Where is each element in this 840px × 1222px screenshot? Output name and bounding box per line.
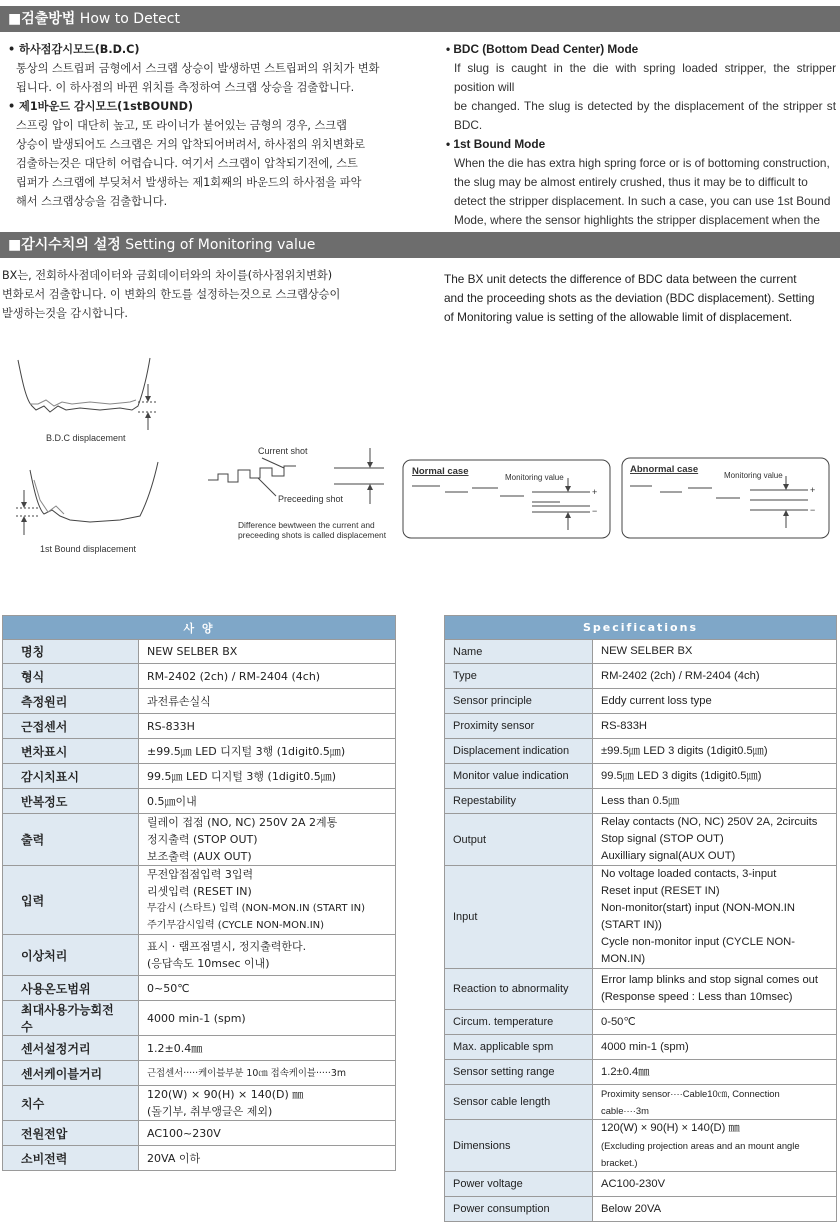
spec-label: Displacement indication xyxy=(445,739,593,764)
table-row xyxy=(445,789,837,814)
spec-label: 반복정도 xyxy=(3,789,139,814)
spec-label: Repestability xyxy=(445,789,593,814)
table-row xyxy=(3,1121,396,1146)
spec-value-line: Non-monitor(start) input (NON-MON.IN (START IN)) xyxy=(601,902,795,931)
spec-value xyxy=(593,664,837,689)
spec-label: Power voltage xyxy=(445,1172,593,1197)
table-row xyxy=(445,689,837,714)
spec-value-line: 99.5㎛ LED 3 digits (1digit0.5㎛) xyxy=(601,769,762,782)
first-bound-waveform xyxy=(16,462,158,535)
spec-value xyxy=(593,1060,837,1085)
spec-value xyxy=(139,935,396,976)
mode-heading: • 제1바운드 감시모드(1stBOUND) xyxy=(8,100,193,113)
spec-label: 명칭 xyxy=(3,640,139,664)
spec-value xyxy=(139,789,396,814)
spec-value xyxy=(593,714,837,739)
spec-value-line: 1.2±0.4㎜ xyxy=(601,1065,650,1078)
table-row xyxy=(445,1120,837,1172)
spec-value-line: (Excluding projection areas and an mount angle bracket.) xyxy=(601,1140,800,1168)
spec-value-line: Below 20VA xyxy=(601,1202,662,1215)
spec-value-line: Less than 0.5㎛ xyxy=(601,794,680,807)
spec-value xyxy=(139,664,396,689)
spec-value xyxy=(593,1035,837,1060)
spec-value-line: 무전압접점입력 3입력 xyxy=(147,868,254,881)
spec-label: 측정원리 xyxy=(3,689,139,714)
spec-value-line: (돌기부, 취부앵글은 제외) xyxy=(147,1105,273,1118)
spec-value xyxy=(593,1197,837,1222)
spec-value-line: Auxilliary signal(AUX OUT) xyxy=(601,850,736,862)
spec-value xyxy=(139,976,396,1001)
spec-value xyxy=(593,1172,837,1197)
spec-label: Circum. temperature xyxy=(445,1010,593,1035)
spec-value xyxy=(139,764,396,789)
spec-value-line: 0~50℃ xyxy=(147,981,190,995)
section-title-kr: 감시수치의 설정 xyxy=(21,237,121,253)
paragraph-line: BX는, 전회하사점데이터와 금회데이터와의 차이를(하사점위치변화) xyxy=(2,269,333,282)
paragraph-line: The BX unit detects the difference of BDC data between the current xyxy=(444,272,797,286)
paragraph-line: 발생하는것을 감시합니다. xyxy=(2,307,128,320)
spec-value xyxy=(139,814,396,866)
table-row xyxy=(445,1085,837,1120)
paragraph-line: 변화로서 검출합니다. 이 변화의 한도를 설정하는것으로 스크랩상승이 xyxy=(2,288,341,301)
spec-label: 사용온도범위 xyxy=(3,976,139,1001)
plus-sign: + xyxy=(810,485,816,495)
section-header-monitoring-value xyxy=(0,232,840,258)
spec-value-line: Error lamp blinks and stop signal comes out xyxy=(601,974,819,986)
table-row xyxy=(3,789,396,814)
table-row xyxy=(3,814,396,866)
spec-table-header: Specifications xyxy=(445,616,837,640)
table-row xyxy=(3,1036,396,1061)
spec-label: 입력 xyxy=(3,866,139,935)
spec-label: Max. applicable spm xyxy=(445,1035,593,1060)
mode-description-line: be changed. The slug is detected by the displacement of the stripper st BDC. xyxy=(454,99,836,132)
mode-heading: • BDC (Bottom Dead Center) Mode xyxy=(446,42,639,56)
spec-value xyxy=(139,714,396,739)
detect-methods-en xyxy=(446,40,836,249)
abnormal-case-lines xyxy=(630,476,808,528)
spec-value xyxy=(139,1061,396,1086)
spec-value xyxy=(593,969,837,1010)
spec-label: Proximity sensor xyxy=(445,714,593,739)
spec-value xyxy=(593,1085,837,1120)
spec-value-line: ±99.5㎛ LED 디지털 3행 (1digit0.5㎛) xyxy=(147,744,346,758)
spec-value xyxy=(139,1036,396,1061)
section-title-en: How to Detect xyxy=(79,11,180,27)
spec-label: 소비전력 xyxy=(3,1146,139,1171)
minus-sign: − xyxy=(592,506,598,516)
spec-value-line: 표시 · 램프점멸시, 정지출력한다. xyxy=(147,940,307,953)
table-row xyxy=(3,739,396,764)
mode-description-line: If slug is caught in the die with spring loaded stripper, the stripper position will xyxy=(454,61,836,94)
spec-value-line: 무감시 (스타트) 입력 (NON-MON.IN (START IN) xyxy=(147,903,365,914)
spec-value-line: 0.5㎛이내 xyxy=(147,794,197,808)
spec-value-line: 보조출력 (AUX OUT) xyxy=(147,850,252,863)
table-row xyxy=(445,1010,837,1035)
mode-heading: • 하사점감시모드(B.D.C) xyxy=(8,43,140,56)
difference-note-line-1: Difference bewtween the current and xyxy=(238,520,375,530)
table-row xyxy=(445,1197,837,1222)
spec-value-line: NEW SELBER BX xyxy=(147,645,238,658)
spec-label: Sensor cable length xyxy=(445,1085,593,1120)
preceding-shot-label: Preceeding shot xyxy=(278,494,344,504)
spec-value xyxy=(593,764,837,789)
spec-value xyxy=(139,1121,396,1146)
table-row xyxy=(3,1001,396,1036)
abnormal-case-title: Abnormal case xyxy=(630,464,699,475)
mode-description-line: 상승이 발생되어도 스크랩은 거의 압착되어버려서, 하사점의 위치변화로 xyxy=(16,138,366,151)
shot-steps xyxy=(208,458,296,496)
table-row xyxy=(3,664,396,689)
spec-value-line: Eddy current loss type xyxy=(601,694,712,707)
normal-case-lines xyxy=(412,478,590,530)
spec-value xyxy=(139,640,396,664)
monitoring-desc-kr xyxy=(2,266,400,323)
spec-label: 형식 xyxy=(3,664,139,689)
spec-value-line: No voltage loaded contacts, 3-input xyxy=(601,868,777,880)
spec-value-line: RS-833H xyxy=(601,719,648,732)
mode-description-line: Mode, where the sensor highlights the stripper displacement when the xyxy=(454,213,820,227)
spec-value-line: 근접센서·····케이블부분 10㎝ 접속케이블·····3m xyxy=(147,1067,346,1079)
spec-label: 치수 xyxy=(3,1086,139,1121)
spec-value-line: 과전류손실식 xyxy=(147,694,211,708)
spec-value xyxy=(593,1120,837,1172)
spec-value-line: ±99.5㎛ LED 3 digits (1digit0.5㎛) xyxy=(601,744,768,757)
spec-value xyxy=(593,739,837,764)
mode-description-line: detect the stripper displacement. In such a case, you can use 1st Bound xyxy=(454,194,831,208)
table-row xyxy=(445,714,837,739)
mode-heading: • 1st Bound Mode xyxy=(446,137,546,151)
bdc-displacement-label: B.D.C displacement xyxy=(46,433,126,443)
monitoring-value-label: Monitoring value xyxy=(724,471,783,480)
mode-description-line: 립퍼가 스크랩에 부딪쳐서 발생하는 제1회째의 바운드의 하사점을 파악 xyxy=(16,176,362,189)
table-row xyxy=(3,714,396,739)
spec-value-line: 120(W) × 90(H) × 140(D) ㎜ xyxy=(147,1088,304,1101)
spec-value xyxy=(139,866,396,935)
table-row xyxy=(3,1146,396,1171)
spec-label: Input xyxy=(445,866,593,969)
square-bullet-icon: ■ xyxy=(8,11,22,27)
table-row xyxy=(3,689,396,714)
table-row xyxy=(445,814,837,866)
spec-label: Reaction to abnormality xyxy=(445,969,593,1010)
spec-value-line: 릴레이 접점 (NO, NC) 250V 2A 2계통 xyxy=(147,816,338,829)
spec-label: Name xyxy=(445,640,593,664)
spec-value xyxy=(139,739,396,764)
spec-value-line: AC100~230V xyxy=(147,1126,221,1140)
spec-value-line: 정지출력 (STOP OUT) xyxy=(147,833,258,846)
spec-label: Dimensions xyxy=(445,1120,593,1172)
spec-value-line: 1.2±0.4㎜ xyxy=(147,1041,203,1055)
spec-label: 전원전압 xyxy=(3,1121,139,1146)
spec-value xyxy=(593,640,837,664)
normal-case-title: Normal case xyxy=(412,466,469,477)
monitoring-value-label: Monitoring value xyxy=(505,473,564,482)
section-title-kr: 검출방법 xyxy=(21,11,76,27)
spec-value-line: 0-50℃ xyxy=(601,1015,636,1028)
spec-table-header: 사 양 xyxy=(3,616,396,640)
spec-value xyxy=(593,814,837,866)
spec-label: Power consumption xyxy=(445,1197,593,1222)
minus-sign: − xyxy=(810,505,816,515)
spec-label: Sensor setting range xyxy=(445,1060,593,1085)
paragraph-line: of Monitoring value is setting of the allowable limit of displacement. xyxy=(444,310,793,324)
table-row xyxy=(3,1086,396,1121)
mode-description-line: 통상의 스트립퍼 금형에서 스크랩 상승이 발생하면 스트립퍼의 위치가 변화 xyxy=(16,62,380,75)
mode-description-line: the slug may be almost entirely crushed, thus it may be to difficult to xyxy=(454,175,808,189)
spec-value-line: Cycle non-monitor input (CYCLE NON-MON.IN) xyxy=(601,936,795,965)
spec-value xyxy=(593,1010,837,1035)
section-header-how-to-detect xyxy=(0,6,840,32)
current-shot-label: Current shot xyxy=(258,446,308,456)
spec-value xyxy=(593,866,837,969)
spec-label: Sensor principle xyxy=(445,689,593,714)
table-row xyxy=(445,866,837,969)
table-row xyxy=(445,640,837,664)
table-row xyxy=(445,764,837,789)
spec-table-kr xyxy=(2,615,396,1171)
spec-value-line: Reset input (RESET IN) xyxy=(601,885,720,897)
spec-label: Output xyxy=(445,814,593,866)
spec-value-line: 4000 min-1 (spm) xyxy=(147,1011,246,1025)
bdc-waveform xyxy=(18,358,158,430)
spec-label: 최대사용가능회전수 xyxy=(3,1001,139,1036)
table-row xyxy=(3,976,396,1001)
table-row xyxy=(445,969,837,1010)
table-row xyxy=(3,640,396,664)
spec-value-line: 20VA 이하 xyxy=(147,1151,201,1165)
table-row xyxy=(3,764,396,789)
plus-sign: + xyxy=(592,487,598,497)
spec-value-line: 4000 min-1 (spm) xyxy=(601,1040,689,1053)
table-row xyxy=(445,1035,837,1060)
spec-value-line: 리셋입력 (RESET IN) xyxy=(147,885,252,898)
table-row xyxy=(445,1172,837,1197)
paragraph-line: and the proceeding shots as the deviation (BDC displacement). Setting xyxy=(444,291,815,305)
first-bound-displacement-label: 1st Bound displacement xyxy=(40,544,137,554)
spec-value xyxy=(593,789,837,814)
mode-description-line: 해서 스크랩상승을 검출합니다. xyxy=(16,195,168,208)
spec-table-en xyxy=(444,615,837,1222)
spec-label: 변차표시 xyxy=(3,739,139,764)
spec-value-line: NEW SELBER BX xyxy=(601,645,693,657)
spec-value-line: RM-2402 (2ch) / RM-2404 (4ch) xyxy=(601,669,760,682)
spec-value xyxy=(593,689,837,714)
table-row xyxy=(3,935,396,976)
spec-label: 센서케이블거리 xyxy=(3,1061,139,1086)
table-row xyxy=(3,866,396,935)
spec-value xyxy=(139,689,396,714)
spec-label: 센서설정거리 xyxy=(3,1036,139,1061)
square-bullet-icon: ■ xyxy=(8,237,22,253)
spec-value xyxy=(139,1146,396,1171)
table-row xyxy=(445,739,837,764)
spec-value xyxy=(139,1086,396,1121)
mode-description-line: 됩니다. 이 하사점의 바뀐 위치를 측정하여 스크랩 상승을 검출합니다. xyxy=(16,81,355,94)
spec-value-line: 120(W) × 90(H) × 140(D) ㎜ xyxy=(601,1122,740,1134)
spec-label: Monitor value indication xyxy=(445,764,593,789)
spec-value-line: RS-833H xyxy=(147,719,195,733)
table-row xyxy=(445,1060,837,1085)
spec-value-line: (응답속도 10msec 이내) xyxy=(147,957,270,970)
section-title-en: Setting of Monitoring value xyxy=(125,237,316,253)
mode-description-line: 스프링 압이 대단히 높고, 또 라이너가 붙어있는 금형의 경우, 스크랩 xyxy=(16,119,347,132)
detect-methods-kr xyxy=(8,40,398,211)
spec-label: Type xyxy=(445,664,593,689)
spec-label: 출력 xyxy=(3,814,139,866)
displacement-diagram xyxy=(0,340,840,570)
mode-description-line: When the die has extra high spring force or is of bottoming construction, xyxy=(454,156,830,170)
spec-label: 이상처리 xyxy=(3,935,139,976)
spec-value-line: (Response speed : Less than 10msec) xyxy=(601,991,793,1003)
spec-value-line: RM-2402 (2ch) / RM-2404 (4ch) xyxy=(147,669,321,683)
spec-value-line: Relay contacts (NO, NC) 250V 2A, 2circuits xyxy=(601,816,818,828)
table-row xyxy=(3,1061,396,1086)
difference-note-line-2: preceeding shots is called displacement xyxy=(238,530,387,540)
mode-description-line: 검출하는것은 대단히 어렵습니다. 여기서 스크랩이 압착되기전에, 스트 xyxy=(16,157,358,170)
spec-value-line: AC100-230V xyxy=(601,1177,666,1190)
spec-value-line: Stop signal (STOP OUT) xyxy=(601,833,724,845)
spec-label: 감시치표시 xyxy=(3,764,139,789)
spec-value xyxy=(139,1001,396,1036)
spec-label: 근접센서 xyxy=(3,714,139,739)
spec-value-line: Proximity sensor····Cable10㎝, Connection cable····3m xyxy=(601,1088,780,1116)
monitoring-desc-en xyxy=(444,270,837,327)
spec-value-line: 주기무감시입력 (CYCLE NON-MON.IN) xyxy=(147,920,325,931)
table-row xyxy=(445,664,837,689)
spec-value-line: 99.5㎛ LED 디지털 3행 (1digit0.5㎛) xyxy=(147,769,336,783)
